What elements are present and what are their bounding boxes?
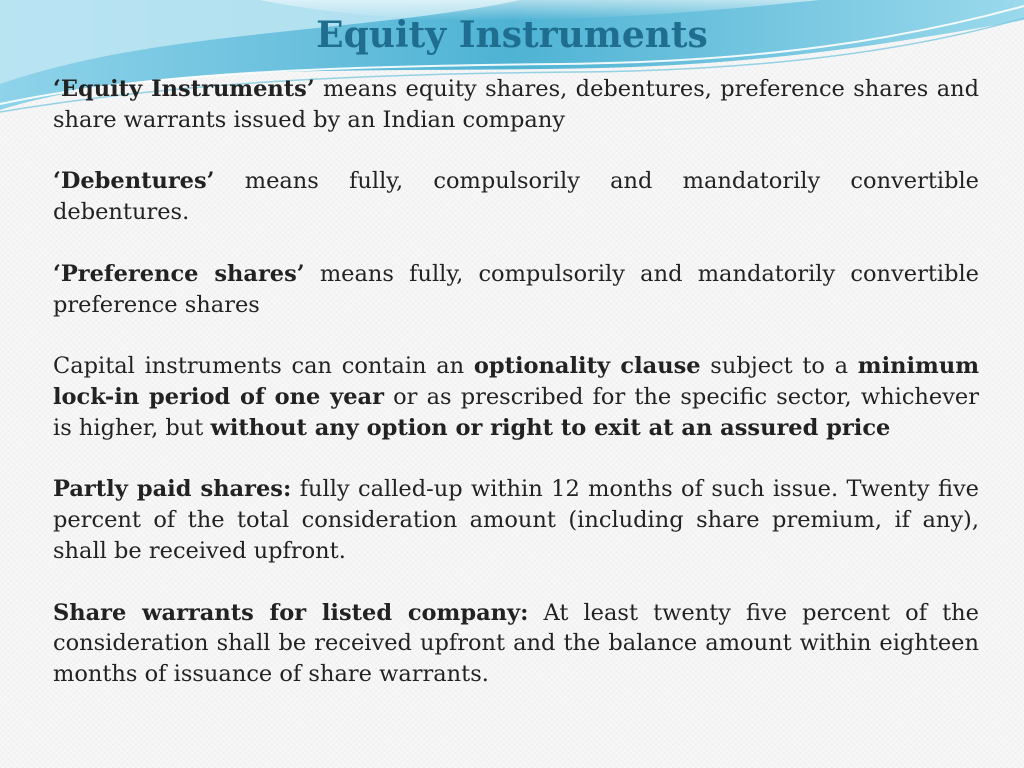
definition-text: means equity shares, debentures, preference shares and share warrants issued by an Indian company	[53, 76, 979, 133]
share-warrants-paragraph	[53, 598, 979, 690]
definition-text: fully called-up within 12 months of such issue. Twenty five percent of the total consideration amount (including share premium, if any), shall be received upfront.	[53, 476, 979, 564]
slide-body	[53, 74, 979, 721]
term-debentures: ‘Debentures’	[53, 168, 215, 195]
term-equity-instruments: ‘Equity Instruments’	[53, 76, 315, 102]
definition-equity-instruments	[53, 74, 979, 136]
term-share-warrants: Share warrants for listed company:	[53, 599, 529, 626]
emphasis-no-exit-option: without any option or right to exit at an assured price	[210, 414, 891, 441]
partly-paid-shares-paragraph	[53, 474, 979, 566]
definition-text: means fully, compulsorily and mandatorily convertible preference shares	[53, 260, 979, 318]
definition-text: At least twenty five percent of the consideration shall be received upfront and the balance amount within eighteen months of issuance of share warrants.	[53, 599, 979, 688]
definition-debentures	[53, 166, 979, 228]
definition-preference-shares	[53, 259, 979, 321]
term-partly-paid-shares: Partly paid shares:	[53, 476, 292, 503]
term-preference-shares: ‘Preference shares’	[53, 260, 305, 287]
emphasis-lock-in-period: minimum lock-in period of one year	[53, 353, 980, 410]
text-segment: subject to a	[700, 353, 858, 380]
definition-text: means fully, compulsorily and mandatorily convertible debentures.	[53, 168, 979, 226]
emphasis-optionality-clause: optionality clause	[473, 353, 701, 380]
text-segment: Capital instruments can contain an	[53, 353, 474, 380]
capital-instruments-paragraph	[53, 351, 979, 443]
text-segment: or as prescribed for the specific sector, whichever is higher, but	[53, 383, 980, 441]
page-title: Equity Instruments	[316, 14, 708, 56]
